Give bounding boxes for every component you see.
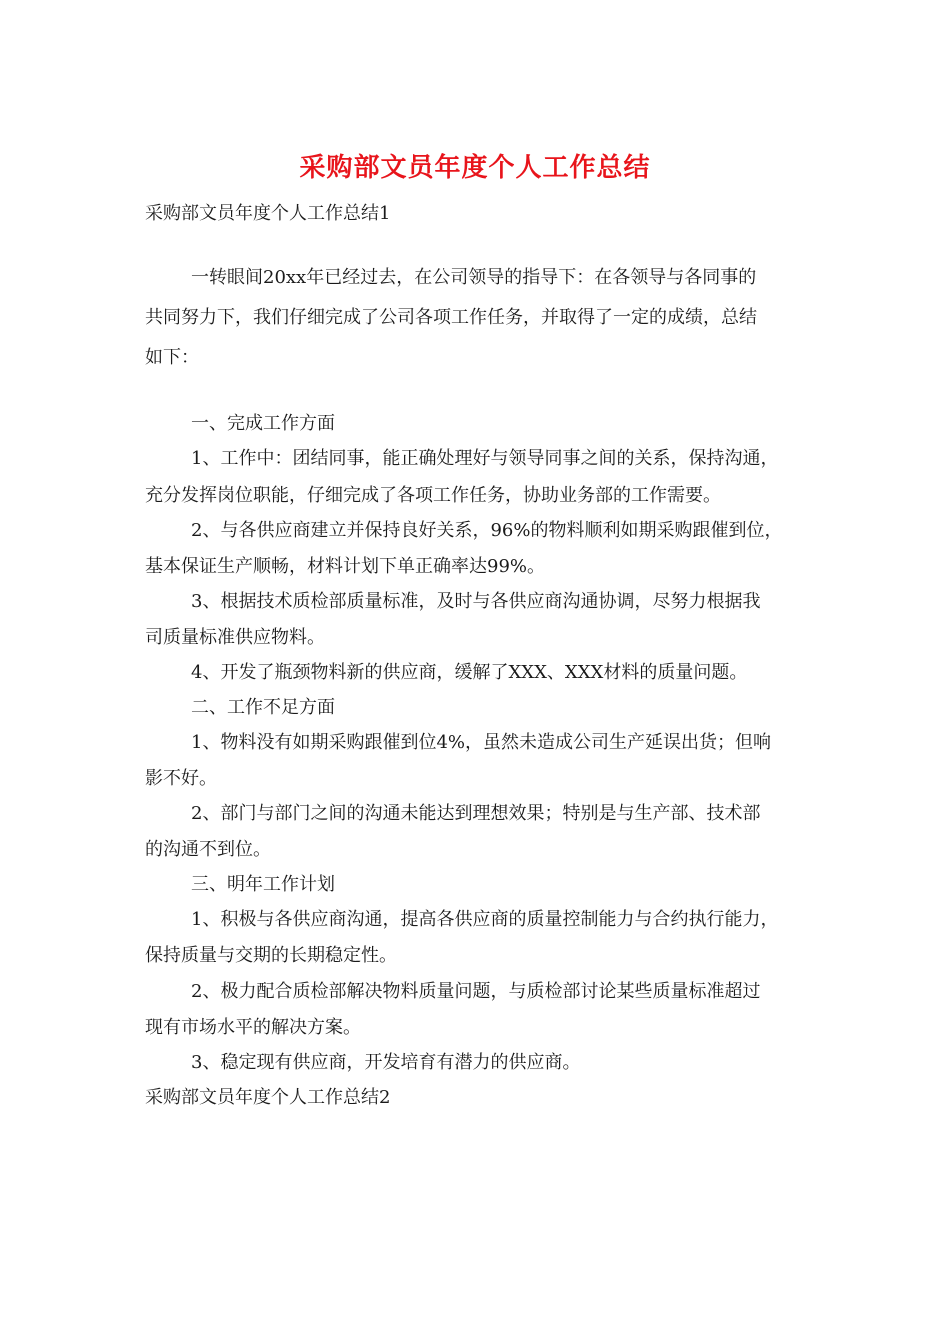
part-3-item-2-line-1: 2、极力配合质检部解决物料质量问题，与质检部讨论某些质量标准超过 <box>191 981 761 1002</box>
part-1-item-1-line-1: 1、工作中：团结同事，能正确处理好与领导同事之间的关系，保持沟通， <box>191 448 779 469</box>
part-1-item-3-line-2: 司质量标准供应物料。 <box>145 627 325 648</box>
section-1-heading: 采购部文员年度个人工作总结1 <box>145 203 391 224</box>
part-1-heading: 一、完成工作方面 <box>191 413 335 434</box>
intro-line-1: 一转眼间20xx年已经过去，在公司领导的指导下：在各领导与各同事的 <box>191 267 757 288</box>
part-3-heading: 三、明年工作计划 <box>191 874 335 895</box>
section-2-heading: 采购部文员年度个人工作总结2 <box>145 1087 391 1108</box>
document-title: 采购部文员年度个人工作总结 <box>299 153 651 183</box>
intro-line-2: 共同努力下，我们仔细完成了公司各项工作任务，并取得了一定的成绩，总结 <box>145 307 757 328</box>
part-2-item-2-line-1: 2、部门与部门之间的沟通未能达到理想效果；特别是与生产部、技术部 <box>191 803 761 824</box>
part-2-item-2-line-2: 的沟通不到位。 <box>145 839 271 860</box>
part-3-item-2-line-2: 现有市场水平的解决方案。 <box>145 1017 361 1038</box>
part-3-item-3: 3、稳定现有供应商，开发培育有潜力的供应商。 <box>191 1052 581 1073</box>
part-3-item-1-line-1: 1、积极与各供应商沟通，提高各供应商的质量控制能力与合约执行能力， <box>191 909 779 930</box>
part-1-item-4: 4、开发了瓶颈物料新的供应商，缓解了XXX、XXX材料的质量问题。 <box>191 662 748 683</box>
part-1-item-2-line-1: 2、与各供应商建立并保持良好关系，96%的物料顺利如期采购跟催到位， <box>191 520 783 541</box>
part-2-heading: 二、工作不足方面 <box>191 697 335 718</box>
part-1-item-2-line-2: 基本保证生产顺畅，材料计划下单正确率达99%。 <box>145 556 546 577</box>
intro-line-3: 如下： <box>145 347 199 368</box>
part-1-item-1-line-2: 充分发挥岗位职能，仔细完成了各项工作任务，协助业务部的工作需要。 <box>145 485 721 506</box>
part-1-item-3-line-1: 3、根据技术质检部质量标准，及时与各供应商沟通协调，尽努力根据我 <box>191 591 761 612</box>
part-2-item-1-line-1: 1、物料没有如期采购跟催到位4%，虽然未造成公司生产延误出货；但响 <box>191 732 772 753</box>
part-3-item-1-line-2: 保持质量与交期的长期稳定性。 <box>145 945 397 966</box>
part-2-item-1-line-2: 影不好。 <box>145 768 217 789</box>
